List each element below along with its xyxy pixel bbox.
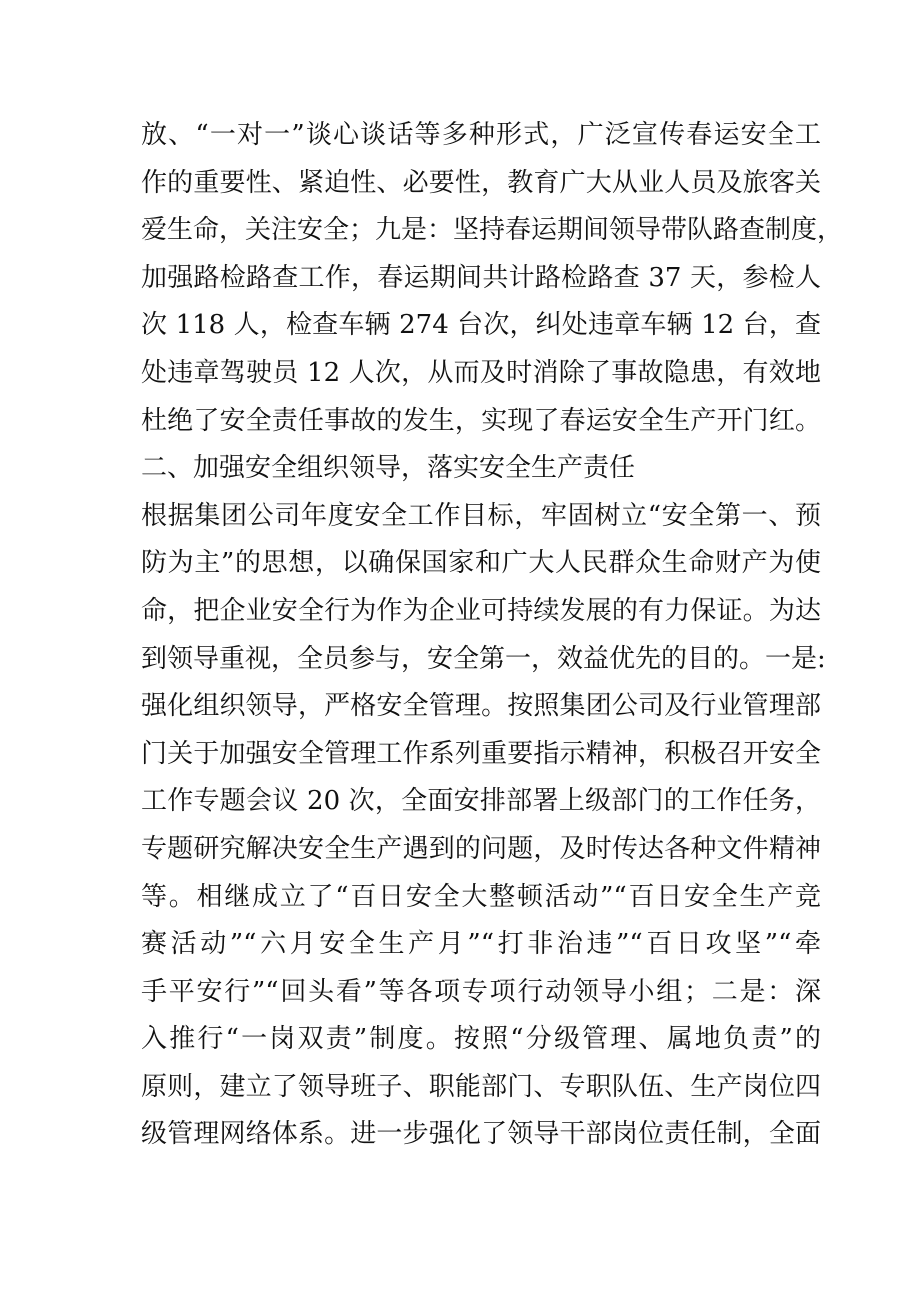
body-line: 赛活动”“六月安全生产月”“打非治违”“百日攻坚”“牵 [141,929,821,960]
body-line: 根据集团公司年度安全工作目标，牢固树立“安全第一、预 [141,500,821,531]
body-line: 处违章驾驶员 12 人次，从而及时消除了事故隐患，有效地 [141,357,821,388]
body-line: 原则，建立了领导班子、职能部门、专职队伍、生产岗位四 [141,1071,821,1102]
body-line: 入推行“一岗双责”制度。按照“分级管理、属地负责”的 [141,1024,821,1055]
body-line: 次 118 人，检查车辆 274 台次，纠处违章车辆 12 台，查 [141,310,821,341]
body-line: 防为主”的思想，以确保国家和广大人民群众生命财产为使 [141,548,821,579]
body-line: 工作专题会议 20 次，全面安排部署上级部门的工作任务， [141,786,821,817]
body-line: 强化组织领导，严格安全管理。按照集团公司及行业管理部 [141,691,821,722]
body-line: 手平安行”“回头看”等各项专项行动领导小组；二是：深 [141,976,821,1007]
body-line: 级管理网络体系。进一步强化了领导干部岗位责任制，全面 [141,1119,821,1150]
body-line: 加强路检路查工作，春运期间共计路检路查 37 天，参检人 [141,262,821,293]
body-line: 爱生命，关注安全；九是：坚持春运期间领导带队路查制度， [141,215,844,246]
body-line: 命，把企业安全行为作为企业可持续发展的有力保证。为达 [141,595,821,626]
body-line: 门关于加强安全管理工作系列重要指示精神，积极召开安全 [141,738,821,769]
body-line: 放、“一对一”谈心谈话等多种形式，广泛宣传春运安全工 [141,120,821,150]
document-body [141,112,844,1159]
section-heading: 二、加强安全组织领导，落实安全生产责任 [141,453,636,484]
body-line: 作的重要性、紧迫性、必要性，教育广大从业人员及旅客关 [141,167,821,198]
body-line: 等。相继成立了“百日安全大整顿活动”“百日安全生产竞 [141,881,821,912]
body-line: 杜绝了安全责任事故的发生，实现了春运安全生产开门红。 [141,405,821,436]
body-line: 专题研究解决安全生产遇到的问题，及时传达各种文件精神 [141,833,821,864]
body-line: 到领导重视，全员参与，安全第一，效益优先的目的。一是: [141,643,826,674]
